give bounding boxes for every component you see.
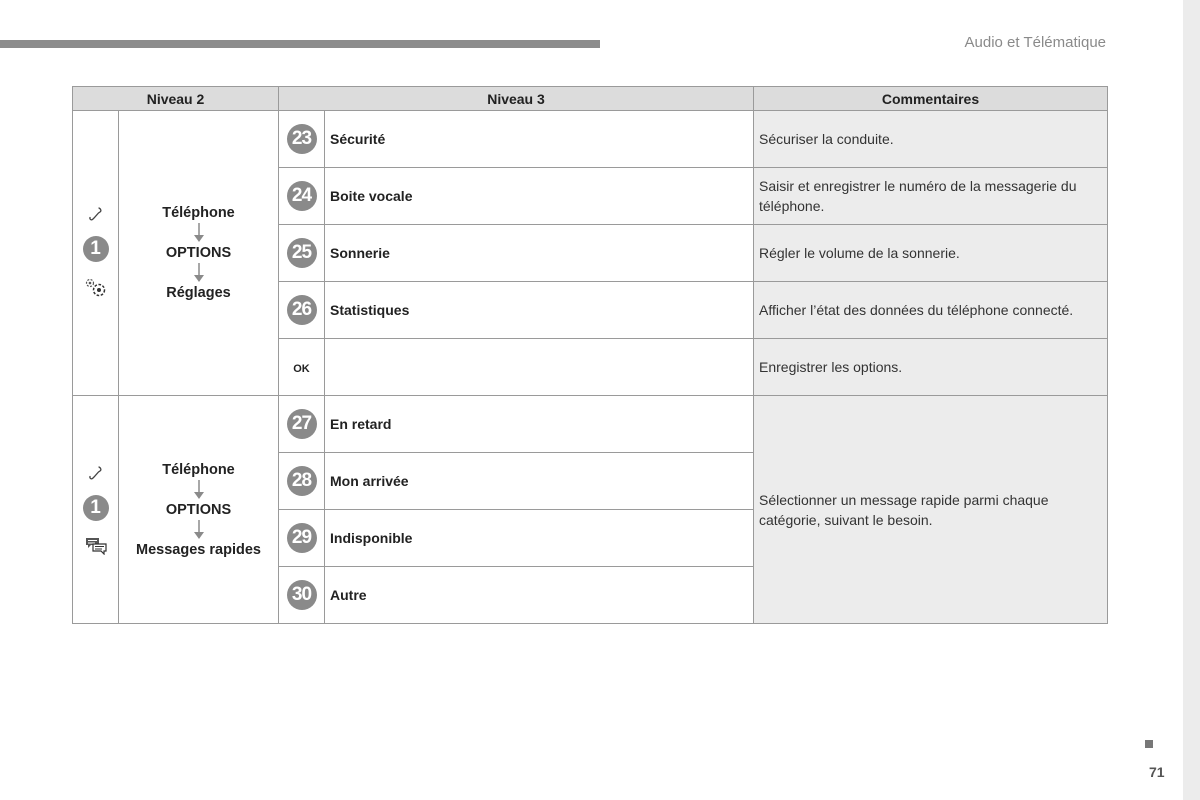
number-badge: 28: [287, 466, 317, 496]
path-step-options: OPTIONS: [165, 245, 232, 261]
settings-gears-icon: [83, 276, 109, 300]
path-step-reglages: Réglages: [166, 285, 231, 301]
row-number-cell: [279, 168, 325, 225]
page-number: 71: [1149, 764, 1165, 780]
table-row: [73, 396, 1108, 453]
header-level3: Niveau 3: [279, 87, 754, 111]
path-step-options: OPTIONS: [165, 501, 232, 518]
level3-label: Mon arrivée: [325, 453, 754, 510]
page-edge-strip: [1183, 0, 1200, 800]
level3-label: En retard: [325, 396, 754, 453]
comment-cell: Saisir et enregistrer le numéro de la messagerie du téléphone.: [754, 168, 1108, 225]
step-badge: 1: [83, 495, 109, 521]
phone-icon: [88, 465, 104, 481]
level3-label: Indisponible: [325, 510, 754, 567]
table-header-row: [73, 87, 1108, 111]
level3-label: [325, 339, 754, 396]
phone-icon: [88, 206, 104, 222]
path-step-telephone: Téléphone: [162, 205, 235, 221]
group-icons-cell: [73, 396, 119, 624]
step-badge: 1: [83, 236, 109, 262]
path-step-telephone: Téléphone: [162, 461, 235, 478]
end-marker-square: [1145, 740, 1153, 748]
comment-cell: Régler le volume de la sonnerie.: [754, 225, 1108, 282]
row-number-cell: [279, 453, 325, 510]
section-title: Audio et Télématique: [964, 34, 1106, 51]
row-number-cell: [279, 111, 325, 168]
number-badge: 29: [287, 523, 317, 553]
messages-icon: [84, 535, 108, 555]
comment-cell: Afficher l’état des données du téléphone connecté.: [754, 282, 1108, 339]
row-number-cell: [279, 339, 325, 396]
level3-label: Autre: [325, 567, 754, 624]
group-icons-cell: [73, 111, 119, 396]
row-number-cell: [279, 567, 325, 624]
down-arrow-icon: [193, 223, 205, 243]
down-arrow-icon: [193, 520, 205, 540]
ok-label: OK: [293, 363, 310, 375]
row-number-cell: [279, 510, 325, 567]
comment-cell: Enregistrer les options.: [754, 339, 1108, 396]
comment-cell: Sécuriser la conduite.: [754, 111, 1108, 168]
header-comments: Commentaires: [754, 87, 1108, 111]
table-row: [73, 111, 1108, 168]
number-badge: 24: [287, 181, 317, 211]
shared-comment-cell: Sélectionner un message rapide parmi chaque catégorie, suivant le besoin.: [754, 396, 1108, 624]
level3-label: Sonnerie: [325, 225, 754, 282]
menu-table: [72, 86, 1108, 624]
level3-label: Statistiques: [325, 282, 754, 339]
down-arrow-icon: [193, 263, 205, 283]
row-number-cell: [279, 396, 325, 453]
row-number-cell: [279, 282, 325, 339]
number-badge: 23: [287, 124, 317, 154]
path-step-messages-rapides: Messages rapides: [136, 541, 261, 558]
number-badge: 25: [287, 238, 317, 268]
row-number-cell: [279, 225, 325, 282]
number-badge: 27: [287, 409, 317, 439]
level2-path-cell: [119, 396, 279, 624]
header-level2: Niveau 2: [73, 87, 279, 111]
number-badge: 30: [287, 580, 317, 610]
number-badge: 26: [287, 295, 317, 325]
level2-path-cell: [119, 111, 279, 396]
top-decorative-bar: [0, 40, 600, 48]
level3-label: Sécurité: [325, 111, 754, 168]
level3-label: Boite vocale: [325, 168, 754, 225]
down-arrow-icon: [193, 480, 205, 500]
